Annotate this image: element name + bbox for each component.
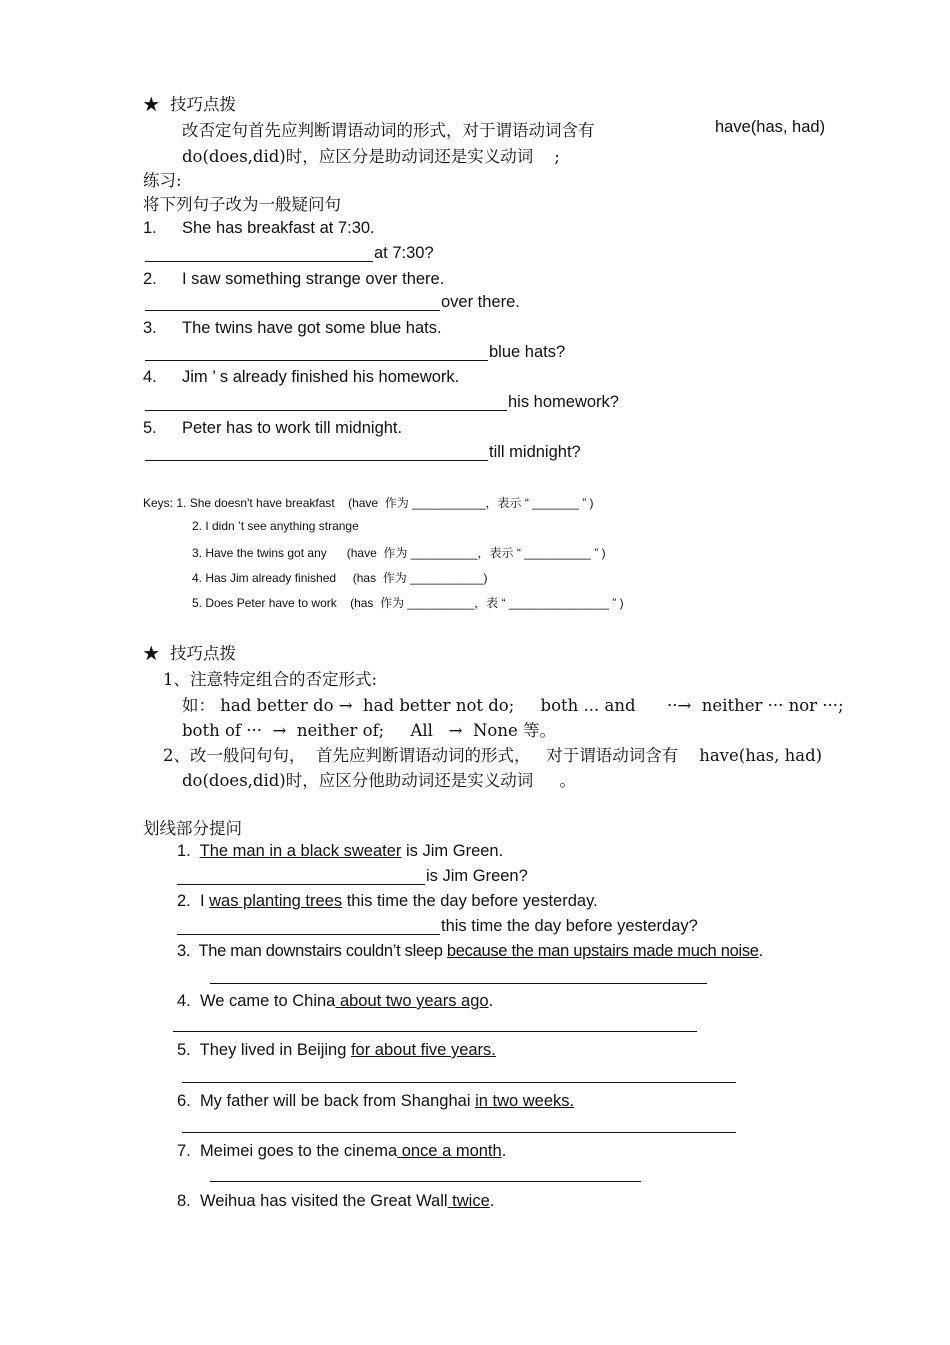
exercise-sentence: The twins have got some blue hats. [182, 319, 442, 337]
tip-heading: ★ 技巧点拨 [143, 95, 236, 114]
item-number: 1. [143, 219, 157, 237]
question-sentence: 2. I was planting trees this time the day before yesterday. [177, 892, 598, 910]
tip-heading: ★ 技巧点拨 [143, 644, 236, 663]
item-number: 5. [143, 419, 157, 437]
answer-line[interactable] [145, 410, 507, 411]
answer-line[interactable] [210, 983, 707, 984]
answer-tail: his homework? [508, 393, 619, 411]
section-title: 划线部分提问 [143, 819, 242, 838]
answer-tail: till midnight? [489, 443, 581, 461]
exercise-sentence: Peter has to work till midnight. [182, 419, 403, 437]
answer-line[interactable] [182, 1082, 736, 1083]
answer-tail: at 7:30? [374, 244, 434, 262]
question-sentence: 5. They lived in Beijing for about five years. [177, 1041, 496, 1059]
answer-tail: over there. [441, 293, 520, 311]
answer-line[interactable] [145, 460, 488, 461]
answer-tail: is Jim Green? [426, 867, 528, 885]
answer-tail: this time the day before yesterday? [441, 917, 698, 935]
answer-key: 2. I didn ’t see anything strange [192, 519, 359, 533]
question-sentence: 3. The man downstairs couldn’t sleep because the man upstairs made much noise. [177, 942, 763, 960]
answer-line[interactable] [145, 360, 488, 361]
answer-line[interactable] [210, 1181, 641, 1182]
exercise-sentence: Jim ’ s already finished his homework. [182, 368, 460, 386]
answer-line[interactable] [177, 934, 440, 935]
question-sentence: 8. Weihua has visited the Great Wall twice. [177, 1192, 495, 1210]
tip-text: do(does,did)时，应区分是助动词还是实义动词 ; [182, 147, 560, 166]
item-number: 3. [143, 319, 157, 337]
tip-text: 1、注意特定组合的否定形式: [163, 670, 378, 689]
tip-text: 改否定句首先应判断谓语动词的形式，对于谓语动词含有 [182, 121, 595, 140]
answer-line[interactable] [145, 261, 373, 262]
answer-tail: blue hats? [489, 343, 566, 361]
item-number: 4. [143, 368, 157, 386]
question-sentence: 7. Meimei goes to the cinema once a month. [177, 1142, 507, 1160]
tip-text: 2、改一般问句句， 首先应判断谓语动词的形式， 对于谓语动词含有 have(has, had) [163, 746, 823, 765]
tip-text: 如： had better do → had better not do; both ... and ··→ neither ··· nor ···; [182, 696, 844, 715]
answer-key: 3. Have the twins got any (have 作为 __________，表示 “ __________ ” ) [192, 546, 606, 560]
question-sentence: 1. The man in a black sweater is Jim Green. [177, 842, 504, 860]
question-sentence: 6. My father will be back from Shanghai in two weeks. [177, 1092, 575, 1110]
tip-text: have(has, had) [715, 118, 826, 136]
answer-line[interactable] [173, 1031, 697, 1032]
exercise-sentence: I saw something strange over there. [182, 270, 445, 288]
item-number: 2. [143, 270, 157, 288]
question-sentence: 4. We came to China about two years ago. [177, 992, 494, 1010]
answer-line[interactable] [177, 884, 425, 885]
practice-instruction: 将下列句子改为一般疑问句 [143, 195, 341, 214]
answer-line[interactable] [182, 1132, 736, 1133]
answer-key: 4. Has Jim already finished (has 作为 ___________) [192, 571, 488, 585]
tip-text: do(does,did)时，应区分他助动词还是实义动词 。 [182, 771, 576, 790]
practice-label: 练习: [143, 171, 182, 190]
exercise-sentence: She has breakfast at 7:30. [182, 219, 375, 237]
tip-text: both of ··· → neither of; All → None 等。 [182, 721, 556, 740]
answer-line[interactable] [145, 310, 440, 311]
answer-key: 5. Does Peter have to work (has 作为 __________，表 “ _______________ ” ) [192, 596, 624, 610]
answer-key: Keys: 1. She doesn't have breakfast (have 作为 ___________，表示 “ _______ ” ) [143, 496, 594, 510]
